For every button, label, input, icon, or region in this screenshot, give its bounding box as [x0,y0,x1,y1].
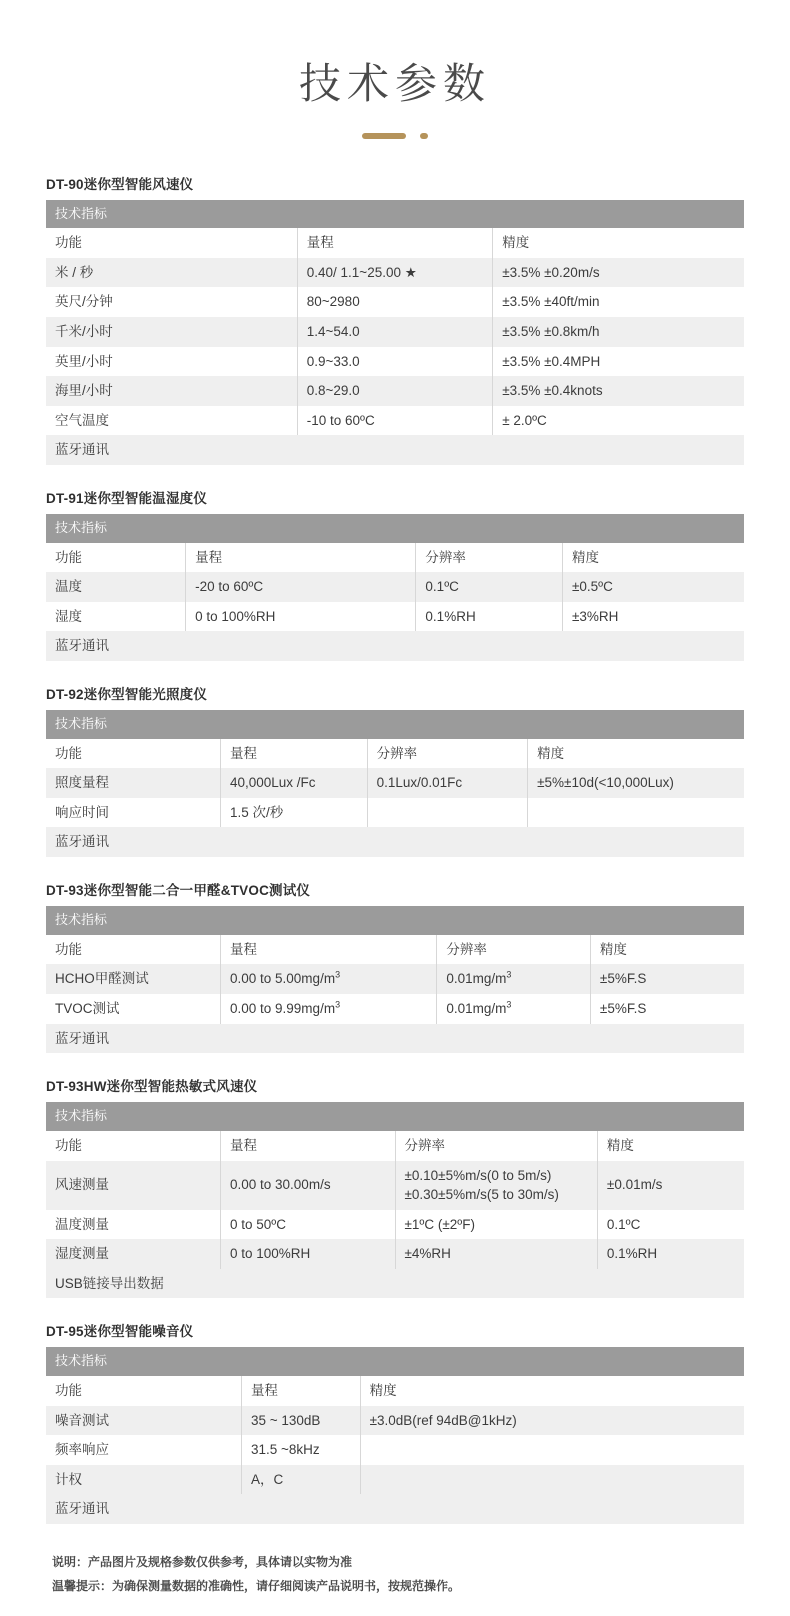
spec-section-dt-90 [46,173,744,465]
spec-table-dt-93 [46,906,744,1053]
spec-table-dt-91 [46,514,744,661]
section-title-dt-95: DT-95迷你型智能噪音仪 [46,1324,194,1340]
column-header: 量程 [186,543,416,573]
column-header: 精度 [563,543,745,573]
table-header-row [46,543,744,573]
table-row [46,572,744,602]
column-header: 分辨率 [416,543,563,573]
table-cell: 计权 [46,1465,241,1495]
spec-table-dt-95 [46,1347,744,1524]
column-header: 量程 [221,739,368,769]
table-cell: 0.1Lux/0.01Fc [367,768,528,798]
table-cell [360,1435,744,1465]
table-cell: ±0.01m/s [597,1161,744,1210]
spec-section-dt-93hw [46,1075,744,1298]
spec-table-dt-92 [46,710,744,857]
table-row [46,1210,744,1240]
table-footer-label: 蓝牙通讯 [46,1024,744,1054]
table-header-row [46,228,744,258]
spec-sections [46,173,744,1525]
table-row [46,768,744,798]
column-header: 分辨率 [395,1131,597,1161]
column-header: 精度 [360,1376,744,1406]
table-cell: 温度测量 [46,1210,221,1240]
column-header: 量程 [297,228,492,258]
table-row [46,287,744,317]
table-footer-label: 蓝牙通讯 [46,631,744,661]
table-cell: A，C [241,1465,360,1495]
spec-section-dt-92 [46,683,744,857]
table-cell: 1.4~54.0 [297,317,492,347]
table-cell: ± 2.0ºC [493,406,744,436]
column-header: 功能 [46,1376,241,1406]
section-title-dt-91: DT-91迷你型智能温湿度仪 [46,490,208,506]
column-header: 分辨率 [367,739,528,769]
table-cell: 湿度 [46,602,186,632]
table-cell: 英里/小时 [46,347,297,377]
divider-dot [420,133,428,139]
table-row [46,994,744,1024]
section-title-dt-93: DT-93迷你型智能二合一甲醛&TVOC测试仪 [46,883,311,899]
table-footer-row [46,827,744,857]
table-cell: ±3.5% ±0.20m/s [493,258,744,288]
table-cell: 35 ~ 130dB [241,1406,360,1436]
table-cell: 1.5 次/秒 [221,798,368,828]
table-row [46,602,744,632]
table-banner-row [46,906,744,935]
table-row [46,258,744,288]
table-row [46,1406,744,1436]
table-footer-row [46,1269,744,1299]
spec-section-dt-93 [46,879,744,1053]
table-cell: ±4%RH [395,1239,597,1269]
table-cell: 0.00 to 30.00m/s [221,1161,396,1210]
table-cell: 0.1ºC [597,1210,744,1240]
table-row [46,1161,744,1210]
column-header: 功能 [46,543,186,573]
table-cell: $0.01mg/m^3$ [437,964,591,994]
table-cell: ±3.5% ±0.4MPH [493,347,744,377]
table-cell: TVOC测试 [46,994,221,1024]
table-cell: 0 to 50ºC [221,1210,396,1240]
section-title-dt-92: DT-92迷你型智能光照度仪 [46,686,208,702]
table-cell: 响应时间 [46,798,221,828]
table-banner-row [46,514,744,543]
spec-section-dt-91 [46,487,744,661]
table-cell: 80~2980 [297,287,492,317]
table-footer-row [46,435,744,465]
table-banner-row [46,1102,744,1131]
column-header: 精度 [590,935,744,965]
section-title-dt-90: DT-90迷你型智能风速仪 [46,176,194,192]
table-row [46,376,744,406]
table-cell: ±0.5ºC [563,572,745,602]
table-footer-label: USB链接导出数据 [46,1269,744,1299]
table-row [46,1435,744,1465]
table-footer-label: 蓝牙通讯 [46,1494,744,1524]
table-row [46,347,744,377]
table-cell: 湿度测量 [46,1239,221,1269]
title-divider [362,133,428,139]
spec-table-dt-93hw [46,1102,744,1298]
table-cell: 0 to 100%RH [186,602,416,632]
table-cell: 0.1%RH [597,1239,744,1269]
section-title-dt-93hw: DT-93HW迷你型智能热敏式风速仪 [46,1079,258,1095]
table-cell: 千米/小时 [46,317,297,347]
spec-table-dt-90 [46,200,744,465]
table-cell: ±3.5% ±0.8km/h [493,317,744,347]
table-cell: 0.1ºC [416,572,563,602]
column-header: 量程 [221,935,437,965]
divider-bar [362,133,406,139]
table-header-row [46,739,744,769]
table-cell: 0.8~29.0 [297,376,492,406]
table-cell [367,798,528,828]
page-title: 技术参数 [298,60,491,107]
table-footer-label: 蓝牙通讯 [46,827,744,857]
table-cell: 空气温度 [46,406,297,436]
table-cell: 海里/小时 [46,376,297,406]
table-cell: 噪音测试 [46,1406,241,1436]
table-cell: 温度 [46,572,186,602]
table-footer-row [46,1024,744,1054]
table-cell: -10 to 60ºC [297,406,492,436]
table-banner-label: 技术指标 [46,1102,744,1131]
table-row [46,406,744,436]
table-cell: 31.5 ~8kHz [241,1435,360,1465]
table-row [46,1465,744,1495]
table-banner-row [46,710,744,739]
table-cell: 40,000Lux /Fc [221,768,368,798]
table-header-row [46,935,744,965]
table-cell [528,798,744,828]
table-cell: ±1ºC (±2ºF) [395,1210,597,1240]
column-header: 精度 [493,228,744,258]
column-header: 量程 [221,1131,396,1161]
table-banner-row [46,1347,744,1376]
table-footer-row [46,1494,744,1524]
table-cell: 0 to 100%RH [221,1239,396,1269]
table-cell: ±5%±10d(<10,000Lux) [528,768,744,798]
table-cell: 0.00 to $5.00mg/m^3$ [221,964,437,994]
column-header: 功能 [46,739,221,769]
column-header: 分辨率 [437,935,591,965]
table-footer-row [46,631,744,661]
table-cell [360,1465,744,1495]
column-header: 功能 [46,935,221,965]
footer-notes [46,1550,744,1598]
table-header-row [46,1131,744,1161]
table-cell: 0.40/ 1.1~25.00 ★ [297,258,492,288]
table-banner-label: 技术指标 [46,200,744,229]
table-row [46,798,744,828]
table-header-row [46,1376,744,1406]
table-cell: ±3.5% ±40ft/min [493,287,744,317]
table-cell: 0.1%RH [416,602,563,632]
note-disclaimer: 说明：产品图片及规格参数仅供参考，具体请以实物为准 [52,1555,353,1569]
note-tip: 温馨提示：为确保测量数据的准确性，请仔细阅读产品说明书，按规范操作。 [52,1579,461,1593]
table-cell: 频率响应 [46,1435,241,1465]
table-cell: 照度量程 [46,768,221,798]
column-header: 功能 [46,228,297,258]
table-cell: 0.9~33.0 [297,347,492,377]
table-banner-label: 技术指标 [46,710,744,739]
table-cell: ±3.5% ±0.4knots [493,376,744,406]
table-cell: HCHO甲醛测试 [46,964,221,994]
table-cell: ±3.0dB(ref 94dB@1kHz) [360,1406,744,1436]
table-cell: -20 to 60ºC [186,572,416,602]
column-header: 精度 [528,739,744,769]
table-row [46,317,744,347]
table-banner-label: 技术指标 [46,514,744,543]
table-cell: ±5%F.S [590,994,744,1024]
table-cell: 0.00 to $9.99mg/m^3$ [221,994,437,1024]
spec-section-dt-95 [46,1320,744,1524]
table-cell: $0.01mg/m^3$ [437,994,591,1024]
table-row [46,1239,744,1269]
column-header: 功能 [46,1131,221,1161]
table-row [46,964,744,994]
table-cell: ±5%F.S [590,964,744,994]
table-banner-row [46,200,744,229]
page-header [46,0,744,139]
table-cell: 风速测量 [46,1161,221,1210]
column-header: 量程 [241,1376,360,1406]
table-cell: ±3%RH [563,602,745,632]
table-banner-label: 技术指标 [46,1347,744,1376]
column-header: 精度 [597,1131,744,1161]
table-cell: ±0.10±5%m/s(0 to 5m/s) ±0.30±5%m/s(5 to 30m/s) [395,1161,597,1210]
table-footer-label: 蓝牙通讯 [46,435,744,465]
table-cell: 英尺/分钟 [46,287,297,317]
table-cell: 米 / 秒 [46,258,297,288]
table-banner-label: 技术指标 [46,906,744,935]
